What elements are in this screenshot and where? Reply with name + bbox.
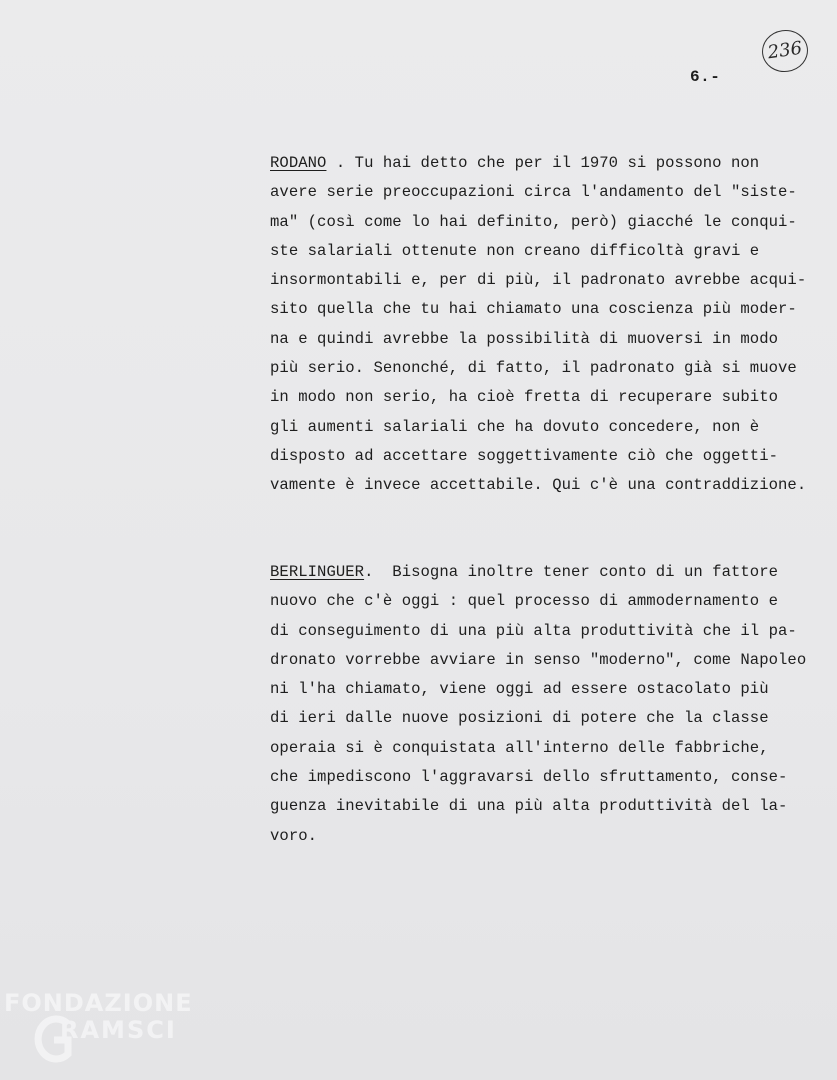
text-line: voro.	[270, 826, 318, 845]
speaker-name: RODANO	[270, 154, 327, 172]
text-line: disposto ad accettare soggettivamente ciò che oggetti-	[270, 446, 779, 465]
text-line: guenza inevitabile di una più alta produttività del la-	[270, 797, 788, 816]
speaker-name: BERLINGUER	[270, 563, 365, 581]
page-number: 6.-	[690, 68, 721, 86]
text-line: nuovo che c'è oggi : quel processo di ammodernamento e	[270, 592, 779, 611]
text-line: RODANO . Tu hai detto che per il 1970 si possono non	[270, 154, 760, 172]
text-line: avere serie preoccupazioni circa l'andamento del "siste-	[270, 183, 797, 202]
text-line: dronato vorrebbe avviare in senso "moderno", come Napoleo	[270, 650, 807, 669]
text-line: insormontabili e, per di più, il padronato avrebbe acqui-	[270, 271, 807, 290]
text-line: in modo non serio, ha cioè fretta di recuperare subito	[270, 388, 779, 407]
text-line: di conseguimento di una più alta produttività che il pa-	[270, 621, 797, 640]
text-line: ma" (così come lo hai definito, però) giacché le conqui-	[270, 212, 797, 231]
text-line: più serio. Senonché, di fatto, il padronato già si muove	[270, 359, 797, 378]
text-line: ste salariali ottenute non creano difficoltà gravi e	[270, 241, 760, 260]
text-line: gli aumenti salariali che ha dovuto concedere, non è	[270, 417, 760, 436]
handwritten-folio-number: 236	[759, 27, 810, 75]
text-line: sito quella che tu hai chiamato una coscienza più moder-	[270, 300, 797, 319]
watermark-line-2: RAMSCI	[60, 1016, 177, 1044]
gramsci-g-logo-icon	[34, 1010, 74, 1066]
watermark-line-1: FONDAZIONE	[4, 989, 193, 1017]
text-line: vamente è invece accettabile. Qui c'è una contraddizione.	[270, 476, 807, 495]
text-line: di ieri dalle nuove posizioni di potere che la classe	[270, 709, 769, 728]
text-line: BERLINGUER. Bisogna inoltre tener conto di un fattore	[270, 563, 779, 581]
text-line: ni l'ha chiamato, viene oggi ad essere ostacolato più	[270, 680, 769, 699]
text-line: che impediscono l'aggravarsi dello sfruttamento, conse-	[270, 768, 788, 787]
exchange-rodano	[270, 149, 822, 501]
exchange-berlinguer	[270, 558, 822, 851]
fondazione-gramsci-watermark	[4, 990, 214, 1070]
text-line: na e quindi avrebbe la possibilità di muoversi in modo	[270, 329, 779, 348]
text-line: operaia si è conquistata all'interno delle fabbriche,	[270, 738, 769, 757]
